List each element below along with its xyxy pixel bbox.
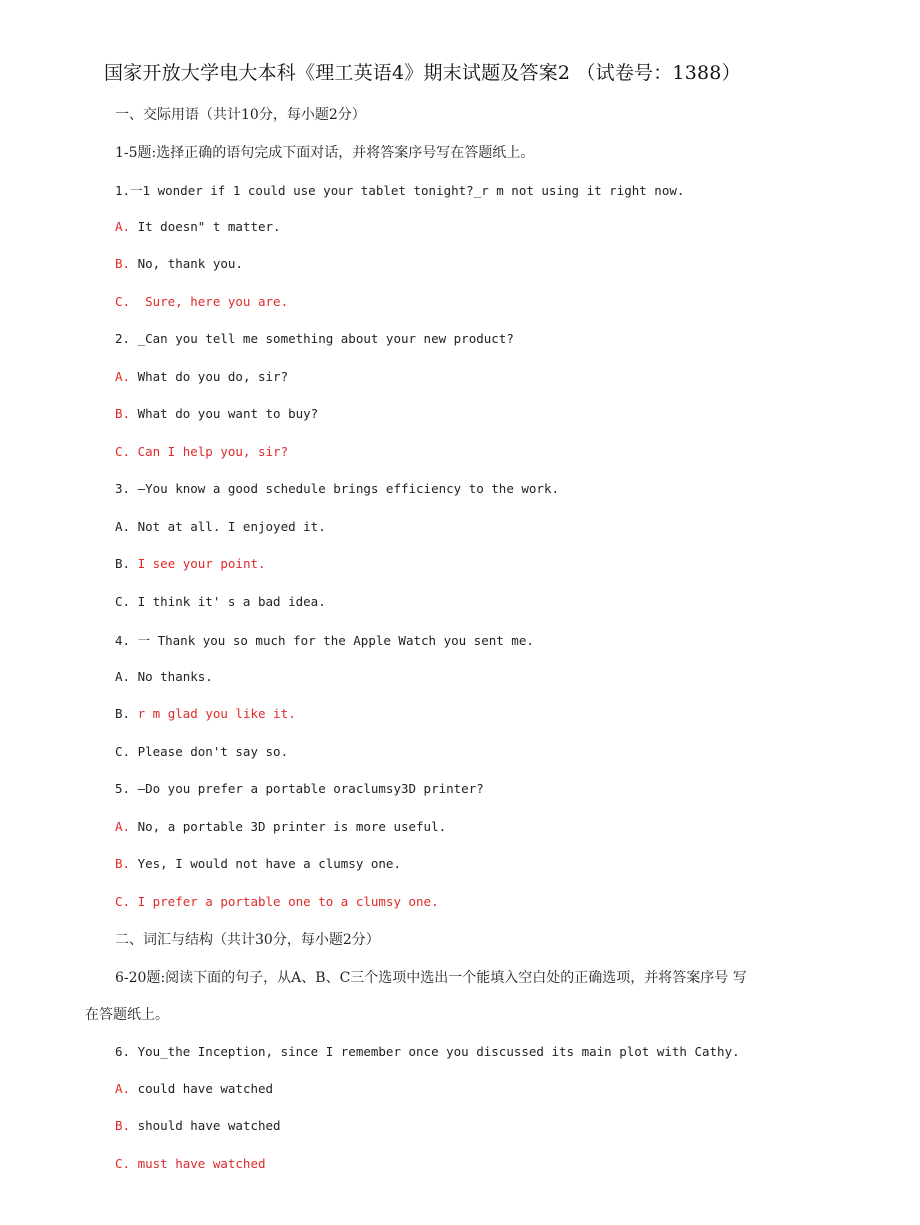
section2-instruction-line2: 在答题纸上。 (85, 1007, 169, 1023)
q6-option-b-letter: B. (115, 1118, 131, 1133)
q2-option-c-answer: C. Can I help you, sir? (115, 444, 289, 459)
q5-stem: 5. —Do you prefer a portable oraclumsy3D printer? (115, 781, 484, 796)
q4-option-a: A. No thanks. (115, 669, 213, 684)
section2-instruction-line1: 6-20题:阅读下面的句子，从A、B、C三个选项中选出一个能填入空白处的正确选项，并将答案序号 写 (115, 970, 747, 986)
q4-option-b-answer (115, 706, 296, 721)
q6-option-b-text: should have watched (130, 1118, 281, 1133)
q1-option-a (115, 219, 281, 234)
q3-option-a: A. Not at all. I enjoyed it. (115, 519, 326, 534)
q6-stem: 6. You_the Inception, since I remember once you discussed its main plot with Cathy. (115, 1044, 740, 1059)
q4-option-b-letter: B. (115, 706, 131, 721)
q1-option-a-text: It doesn" t matter. (130, 219, 281, 234)
q5-option-b-letter: B. (115, 856, 131, 871)
q2-option-b-letter: B. (115, 406, 131, 421)
q3-stem: 3. —You know a good schedule brings efficiency to the work. (115, 481, 560, 496)
q2-option-a-letter: A. (115, 369, 131, 384)
q5-option-a-letter: A. (115, 819, 131, 834)
q1-stem: 1.一1 wonder if 1 could use your tablet tonight?_r m not using it right now. (115, 183, 685, 198)
q5-option-c-answer: C. I prefer a portable one to a clumsy one. (115, 894, 439, 909)
section1-instruction: 1-5题:选择正确的语句完成下面对话，并将答案序号写在答题纸上。 (115, 145, 535, 161)
q6-option-a (115, 1081, 273, 1096)
q2-option-b-text: What do you want to buy? (130, 406, 319, 421)
q1-option-b-letter: B. (115, 256, 131, 271)
q6-option-a-text: could have watched (130, 1081, 274, 1096)
q4-stem: 4. 一 Thank you so much for the Apple Watch you sent me. (115, 633, 534, 648)
q5-option-b (115, 856, 401, 871)
q3-option-b-letter: B. (115, 556, 131, 571)
q2-option-a (115, 369, 288, 384)
q6-option-b (115, 1118, 281, 1133)
q5-option-a-text: No, a portable 3D printer is more useful. (130, 819, 447, 834)
q5-option-b-text: Yes, I would not have a clumsy one. (130, 856, 401, 871)
q3-option-b-text: I see your point. (130, 556, 266, 571)
q3-option-b-answer (115, 556, 266, 571)
q2-option-b (115, 406, 318, 421)
q2-stem: 2. _Can you tell me something about your new product? (115, 331, 514, 346)
q4-option-b-text: r m glad you like it. (130, 706, 296, 721)
q6-option-c-answer: C. must have watched (115, 1156, 266, 1171)
section2-heading: 二、词汇与结构（共计30分，每小题2分） (115, 932, 380, 948)
q1-option-a-letter: A. (115, 219, 131, 234)
q2-option-a-text: What do you do, sir? (130, 369, 289, 384)
q1-option-c-answer: C. Sure, here you are. (115, 294, 289, 309)
q4-option-c: C. Please don't say so. (115, 744, 289, 759)
document-title: 国家开放大学电大本科《理工英语4》期末试题及答案2 （试卷号：1388） (104, 62, 741, 84)
q6-option-a-letter: A. (115, 1081, 131, 1096)
q3-option-c: C. I think it' s a bad idea. (115, 594, 326, 609)
q5-option-a (115, 819, 446, 834)
q1-option-b-text: No, thank you. (130, 256, 243, 271)
q1-option-b (115, 256, 243, 271)
section1-heading: 一、交际用语（共计10分，每小题2分） (115, 107, 366, 123)
